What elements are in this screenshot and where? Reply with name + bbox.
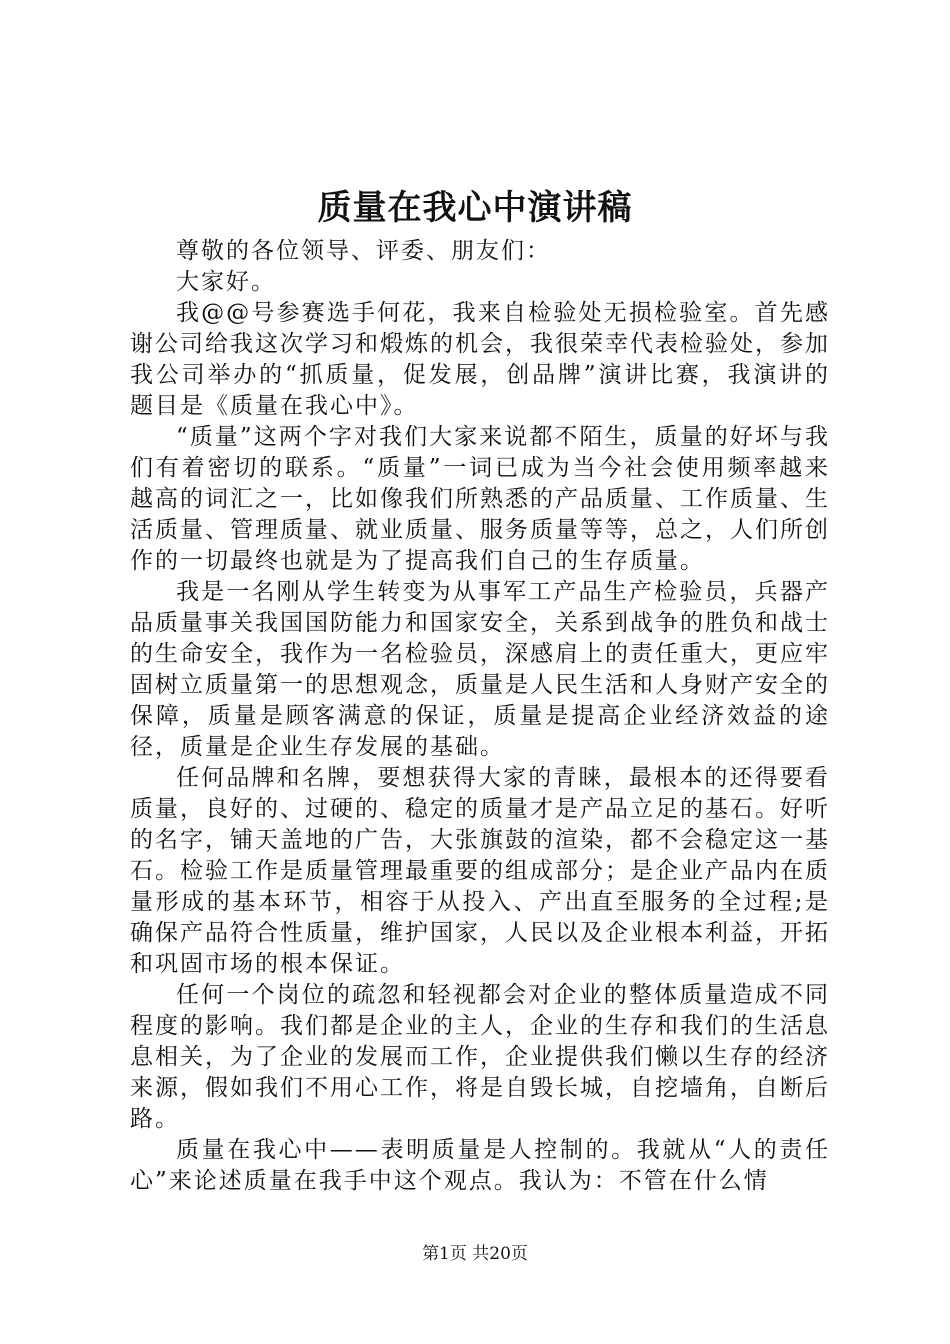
page-number-footer: 第1页 共20页 [422,1244,528,1264]
paragraph: “质量”这两个字对我们大家来说都不陌生，质量的好坏与我们有着密切的联系。“质量”一词已成为当今社会使用频率越来越高的词汇之一，比如像我们所熟悉的产品质量、工作质量、生活质量、管理质量、就业质量、服务质量等等，总之，人们所创作的一切最终也就是为了提高我们自己的生存质量。 [130,424,830,574]
paragraph-salutation: 尊敬的各位领导、评委、朋友们： [176,238,551,264]
paragraph: 我是一名刚从学生转变为从事军工产品生产检验员，兵器产品质量事关我国国防能力和国家安全，关系到战争的胜负和战士的生命安全，我作为一名检验员，深感肩上的责任重大，更应牢固树立质量第一的思想观念，质量是人民生活和人身财产安全的保障，质量是顾客满意的保证，质量是提高企业经济效益的途径，质量是企业生存发展的基础。 [130,579,830,760]
paragraph: 质量在我心中——表明质量是人控制的。我就从“人的责任心”来论述质量在我手中这个观点。我认为：不管在什么情 [130,1137,830,1194]
paragraph: 任何一个岗位的疏忽和轻视都会对企业的整体质量造成不同程度的影响。我们都是企业的主人，企业的生存和我们的生活息息相关，为了企业的发展而工作，企业提供我们懒以生存的经济来源，假如我们不用心工作，将是自毁长城，自挖墙角，自断后路。 [130,982,830,1132]
document-title: 质量在我心中演讲稿 [317,188,633,228]
paragraph: 我@@号参赛选手何花，我来自检验处无损检验室。首先感谢公司给我这次学习和煅炼的机会，我很荣幸代表检验处，参加我公司举办的“抓质量，促发展，创品牌”演讲比赛，我演讲的题目是《质量在我心中》。 [130,300,830,419]
paragraph-greeting: 大家好。 [176,269,276,295]
document-body [130,236,830,1197]
paragraph: 任何品牌和名牌，要想获得大家的青睐，最根本的还得要看质量，良好的、过硬的、稳定的质量才是产品立足的基石。好听的名字，铺天盖地的广告，大张旗鼓的渲染，都不会稳定这一基石。检验工作是质量管理最重要的组成部分；是企业产品内在质量形成的基本环节，相容于从投入、产出直至服务的全过程;是确保产品符合性质量，维护国家，人民以及企业根本利益，开拓和巩固市场的根本保证。 [130,765,830,977]
